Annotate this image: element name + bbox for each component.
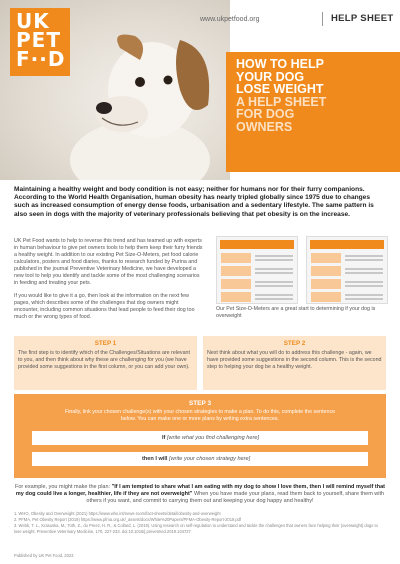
body-paragraph: UK Pet Food wants to help to reverse this trend and has teamed up with experts in human behaviour to give pet owners tools to help them keep their furry friends a healthy weight. In addition to our existing Pet Size-O-Meters, pet food calorie calculators, posters and food diaries, thanks to research funded by Purina and published in the journal Preventive Veterinary Medicine, we have developed a new tool to help you identify and tackle some of the most challenging scenarios in feeding and treating your pets. <box>14 238 203 286</box>
left-column <box>14 238 204 327</box>
step-3-box <box>14 394 386 478</box>
size-o-meter-image <box>216 236 298 304</box>
title-line: HOW TO HELP <box>236 57 324 71</box>
logo-line: PET <box>16 28 61 52</box>
published-by: Published by UK Pet Food, 2023 <box>14 553 74 558</box>
example-tail: When you have made your plans, read them back to yourself, share them with others if you want, and commit to carrying them out and keeping your dog happy and healthy! <box>86 491 385 505</box>
step-1-text: The first step is to identify which of the Challenges/Situations are relevant to you, and then think about why these are challenging for you (we have provided some suggestions in the first column, or you can add your own). <box>18 350 190 370</box>
reference-item[interactable]: 1. WHO, Obesity and Overweight (2021) https://www.who.int/news-room/fact-sheets/detail/obesity-and-overweight <box>14 511 221 516</box>
if-placeholder: [write what you find challenging here] <box>166 435 260 441</box>
intro-paragraph: Maintaining a healthy weight and body condition is not easy; neither for humans nor for their furry companions. According to the World Health Organisation, human obesity has nearly tripled globally since 1975 due to changes such as increased consumption of energy dense foods, urbanisation and a sedentary lifestyle. The same pattern is also seen in dogs with the majority of veterinary professionals believing that pet obesity is on the increase. <box>14 186 374 218</box>
reference-item[interactable]: 2. PFMA, Pet Obesity Report (2019) https://www.pfma.org.uk/_assets/docs/White%20Papers/PFMA-Obesity-Report-2019.pdf <box>14 517 242 523</box>
help-sheet-badge: HELP SHEET <box>322 12 393 26</box>
step-1-box <box>14 336 197 390</box>
references-list <box>14 511 386 535</box>
then-label: then I will <box>142 456 168 462</box>
uk-pet-food-logo <box>10 8 70 76</box>
title-box <box>226 52 400 172</box>
if-label: If <box>162 435 166 441</box>
step-2-text: Next think about what you will do to address this challenge - again, we have provided some suggestions in the second column. This is the second step to helping your dog be a healthy weight. <box>207 350 382 370</box>
subtitle-line: OWNERS <box>236 119 293 134</box>
plan-if-field[interactable] <box>32 431 368 445</box>
hero-header <box>0 0 400 180</box>
step-3-title: STEP 3 <box>188 400 212 407</box>
logo-line: UK <box>16 9 50 33</box>
logo-line: F∙∙D <box>16 47 66 71</box>
size-o-meter-image <box>306 236 388 304</box>
title-line: LOSE WEIGHT <box>236 82 324 96</box>
plan-then-field[interactable] <box>32 452 368 466</box>
then-placeholder: [write your chosen strategy here] <box>169 456 251 462</box>
thumbnail-caption: Our Pet Size-O-Meters are a great start to determining if your dog is overweight <box>216 306 376 319</box>
step-3-text: Finally, link your chosen challenge(s) with your chosen strategies to make a plan. To do this, complete the sentence below. You can make one or more plans by writing extra sentences. <box>64 409 336 422</box>
title-line: YOUR DOG <box>236 69 305 84</box>
step-2-title: STEP 2 <box>283 340 306 347</box>
subtitle-line: A HELP SHEET <box>236 94 327 109</box>
example-quote: "If I am tempted to share what I am eating with my dog to show I love them, then I will remind myself that my dog could live a longer, healthier, life if they are not overweight" <box>15 484 385 498</box>
example-lead: For example, you might make the plan: <box>15 484 111 490</box>
step-2-box <box>203 336 386 390</box>
size-o-meter-thumbnails <box>216 236 388 304</box>
reference-item: 3. Webb, T. L., Krasuska, M., Toth, Z., du Preez, H. R., & Collard, L. (2019). Using research on self-regulation to understand and tackle the challenges that owners face helping their (overweight) dogs to lose weight. Preventive Veterinary Medicine, 170, 227-233. doi:10.1016/j.prevetmed.2019.104727 <box>14 523 378 534</box>
website-url[interactable]: www.ukpetfood.org <box>200 16 260 23</box>
step-1-title: STEP 1 <box>94 340 117 347</box>
body-paragraph: If you would like to give it a go, then look at the information on the next few pages, which describes some of the challenges that dog owners might encounter, including common situations that lead people to feed their dog too much or the wrong types of food. <box>14 293 195 320</box>
subtitle-line: FOR DOG <box>236 107 295 121</box>
example-paragraph <box>14 484 386 506</box>
